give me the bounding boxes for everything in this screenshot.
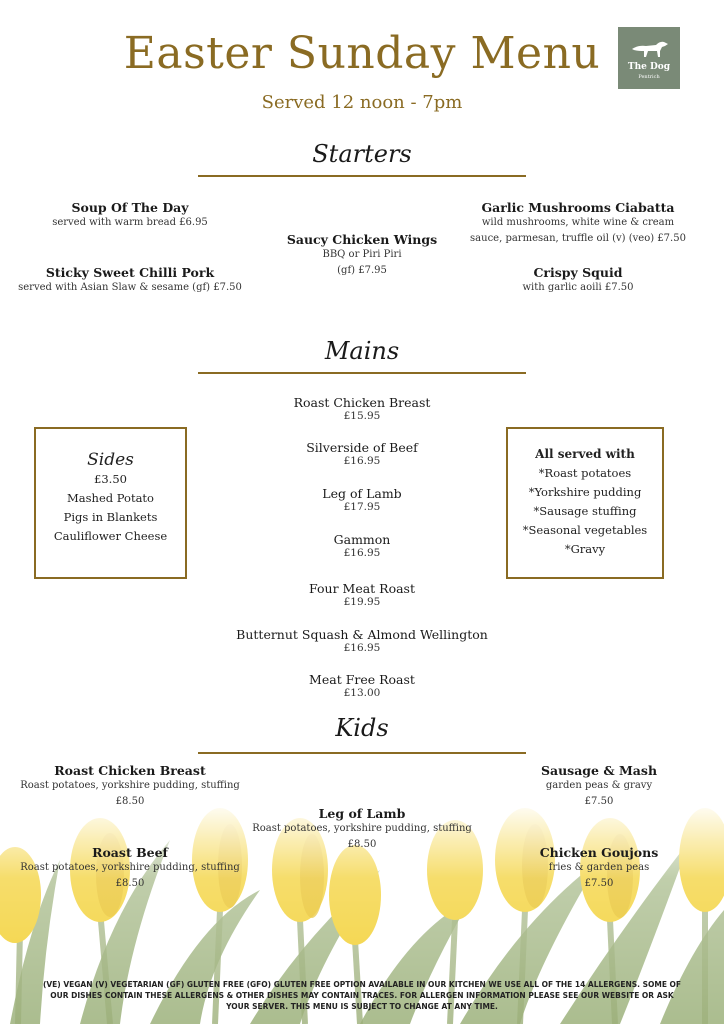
restaurant-logo: [618, 27, 680, 89]
starter-name: Crispy Squid: [533, 265, 623, 280]
kids-item: [15, 763, 245, 810]
starters-divider: [198, 175, 526, 177]
kids-price: £8.50: [347, 839, 377, 850]
main-name: Meat Free Roast: [309, 672, 415, 687]
kids-item: [494, 845, 704, 892]
main-name: Four Meat Roast: [309, 581, 415, 596]
kids-name: Leg of Lamb: [318, 806, 406, 821]
main-name: Silverside of Beef: [306, 440, 418, 455]
starter-desc: served with Asian Slaw & sesame (gf) £7.50: [18, 282, 242, 293]
main-item: [212, 486, 512, 513]
main-price: £15.95: [343, 410, 381, 422]
starter-desc: with garlic aoili £7.50: [522, 282, 634, 293]
served-with-box: [506, 427, 664, 579]
starter-item: [468, 200, 688, 247]
sides-price: £3.50: [94, 472, 127, 486]
kids-item: [248, 806, 476, 853]
kids-desc: Roast potatoes, yorkshire pudding, stuffing: [252, 823, 472, 834]
kids-name: Roast Beef: [92, 845, 168, 860]
starter-item: [10, 265, 250, 296]
served-with-heading: All served with: [535, 447, 635, 461]
main-item: [212, 440, 512, 467]
main-price: £16.95: [343, 547, 381, 559]
main-name: Butternut Squash & Almond Wellington: [236, 627, 488, 642]
kids-name: Chicken Goujons: [539, 845, 659, 860]
dog-icon: [630, 37, 670, 59]
main-price: £19.95: [343, 596, 381, 608]
kids-desc: garden peas & gravy: [545, 780, 653, 791]
kids-item: [15, 845, 245, 892]
starter-name: Soup Of The Day: [71, 200, 189, 215]
sides-heading: Sides: [87, 450, 134, 470]
menu-title: Easter Sunday Menu: [123, 28, 601, 79]
kids-price: £8.50: [115, 796, 145, 807]
logo-name: The Dog: [627, 62, 671, 72]
kids-price: £7.50: [584, 796, 614, 807]
sides-item: Pigs in Blankets: [63, 510, 158, 524]
mains-divider: [198, 372, 526, 374]
served-with-item: *Sausage stuffing: [533, 504, 637, 518]
starter-item: [20, 200, 240, 231]
starters-heading: Starters: [312, 140, 412, 168]
main-price: £13.00: [343, 687, 381, 699]
sides-box: [34, 427, 187, 579]
starter-item: [478, 265, 678, 296]
kids-name: Roast Chicken Breast: [54, 763, 206, 778]
kids-divider: [198, 752, 526, 754]
kids-desc: Roast potatoes, yorkshire pudding, stuffing: [20, 862, 240, 873]
starter-desc: sauce, parmesan, truffle oil (v) (veo) £7.50: [470, 233, 686, 244]
starter-name: Saucy Chicken Wings: [286, 232, 438, 247]
starter-desc: wild mushrooms, white wine & cream: [481, 217, 675, 228]
starter-name: Garlic Mushrooms Ciabatta: [481, 200, 675, 215]
main-price: £16.95: [343, 642, 381, 654]
served-with-item: *Gravy: [564, 542, 606, 556]
starter-desc: (gf) £7.95: [337, 265, 387, 276]
main-item: [212, 532, 512, 559]
kids-item: [494, 763, 704, 810]
main-item: [212, 672, 512, 699]
kids-name: Sausage & Mash: [540, 763, 658, 778]
served-with-item: *Roast potatoes: [538, 466, 632, 480]
kids-heading: Kids: [335, 714, 389, 742]
served-with-item: *Seasonal vegetables: [522, 523, 648, 537]
main-name: Roast Chicken Breast: [293, 395, 431, 410]
main-item: [212, 627, 512, 654]
sides-item: Cauliflower Cheese: [53, 529, 168, 543]
sides-item: Mashed Potato: [67, 491, 154, 505]
main-item: [212, 395, 512, 422]
starter-item: [262, 232, 462, 279]
kids-price: £8.50: [115, 878, 145, 889]
starter-desc: served with warm bread £6.95: [52, 217, 208, 228]
main-name: Leg of Lamb: [322, 486, 402, 501]
main-name: Gammon: [333, 532, 391, 547]
main-price: £16.95: [343, 455, 381, 467]
kids-desc: fries & garden peas: [548, 862, 650, 873]
logo-place: Pentrich: [638, 74, 660, 80]
served-with-item: *Yorkshire pudding: [528, 485, 642, 499]
starter-desc: BBQ or Piri Piri: [322, 249, 402, 260]
allergen-notice: (VE) VEGAN (V) VEGETARIAN (GF) GLUTEN FREE (GFO) GLUTEN FREE OPTION AVAILABLE IN OUR KITCHEN WE USE ALL OF THE 14 ALLERGENS. SOME OF OUR DISHES CONTAIN THESE ALLERGENS & OTHER DISHES MAY CONTAIN TRACES. FOR ALLERGEN INFORMATION PLEASE SEE OUR WEBSITE OR ASK YOUR SERVER. THIS MENU IS SUBJECT TO CHANGE AT ANY TIME.: [42, 980, 682, 1011]
kids-desc: Roast potatoes, yorkshire pudding, stuffing: [20, 780, 240, 791]
menu-subtitle: Served 12 noon - 7pm: [261, 92, 463, 113]
main-price: £17.95: [343, 501, 381, 513]
starter-name: Sticky Sweet Chilli Pork: [45, 265, 215, 280]
main-item: [212, 581, 512, 608]
mains-heading: Mains: [324, 337, 400, 365]
kids-price: £7.50: [584, 878, 614, 889]
